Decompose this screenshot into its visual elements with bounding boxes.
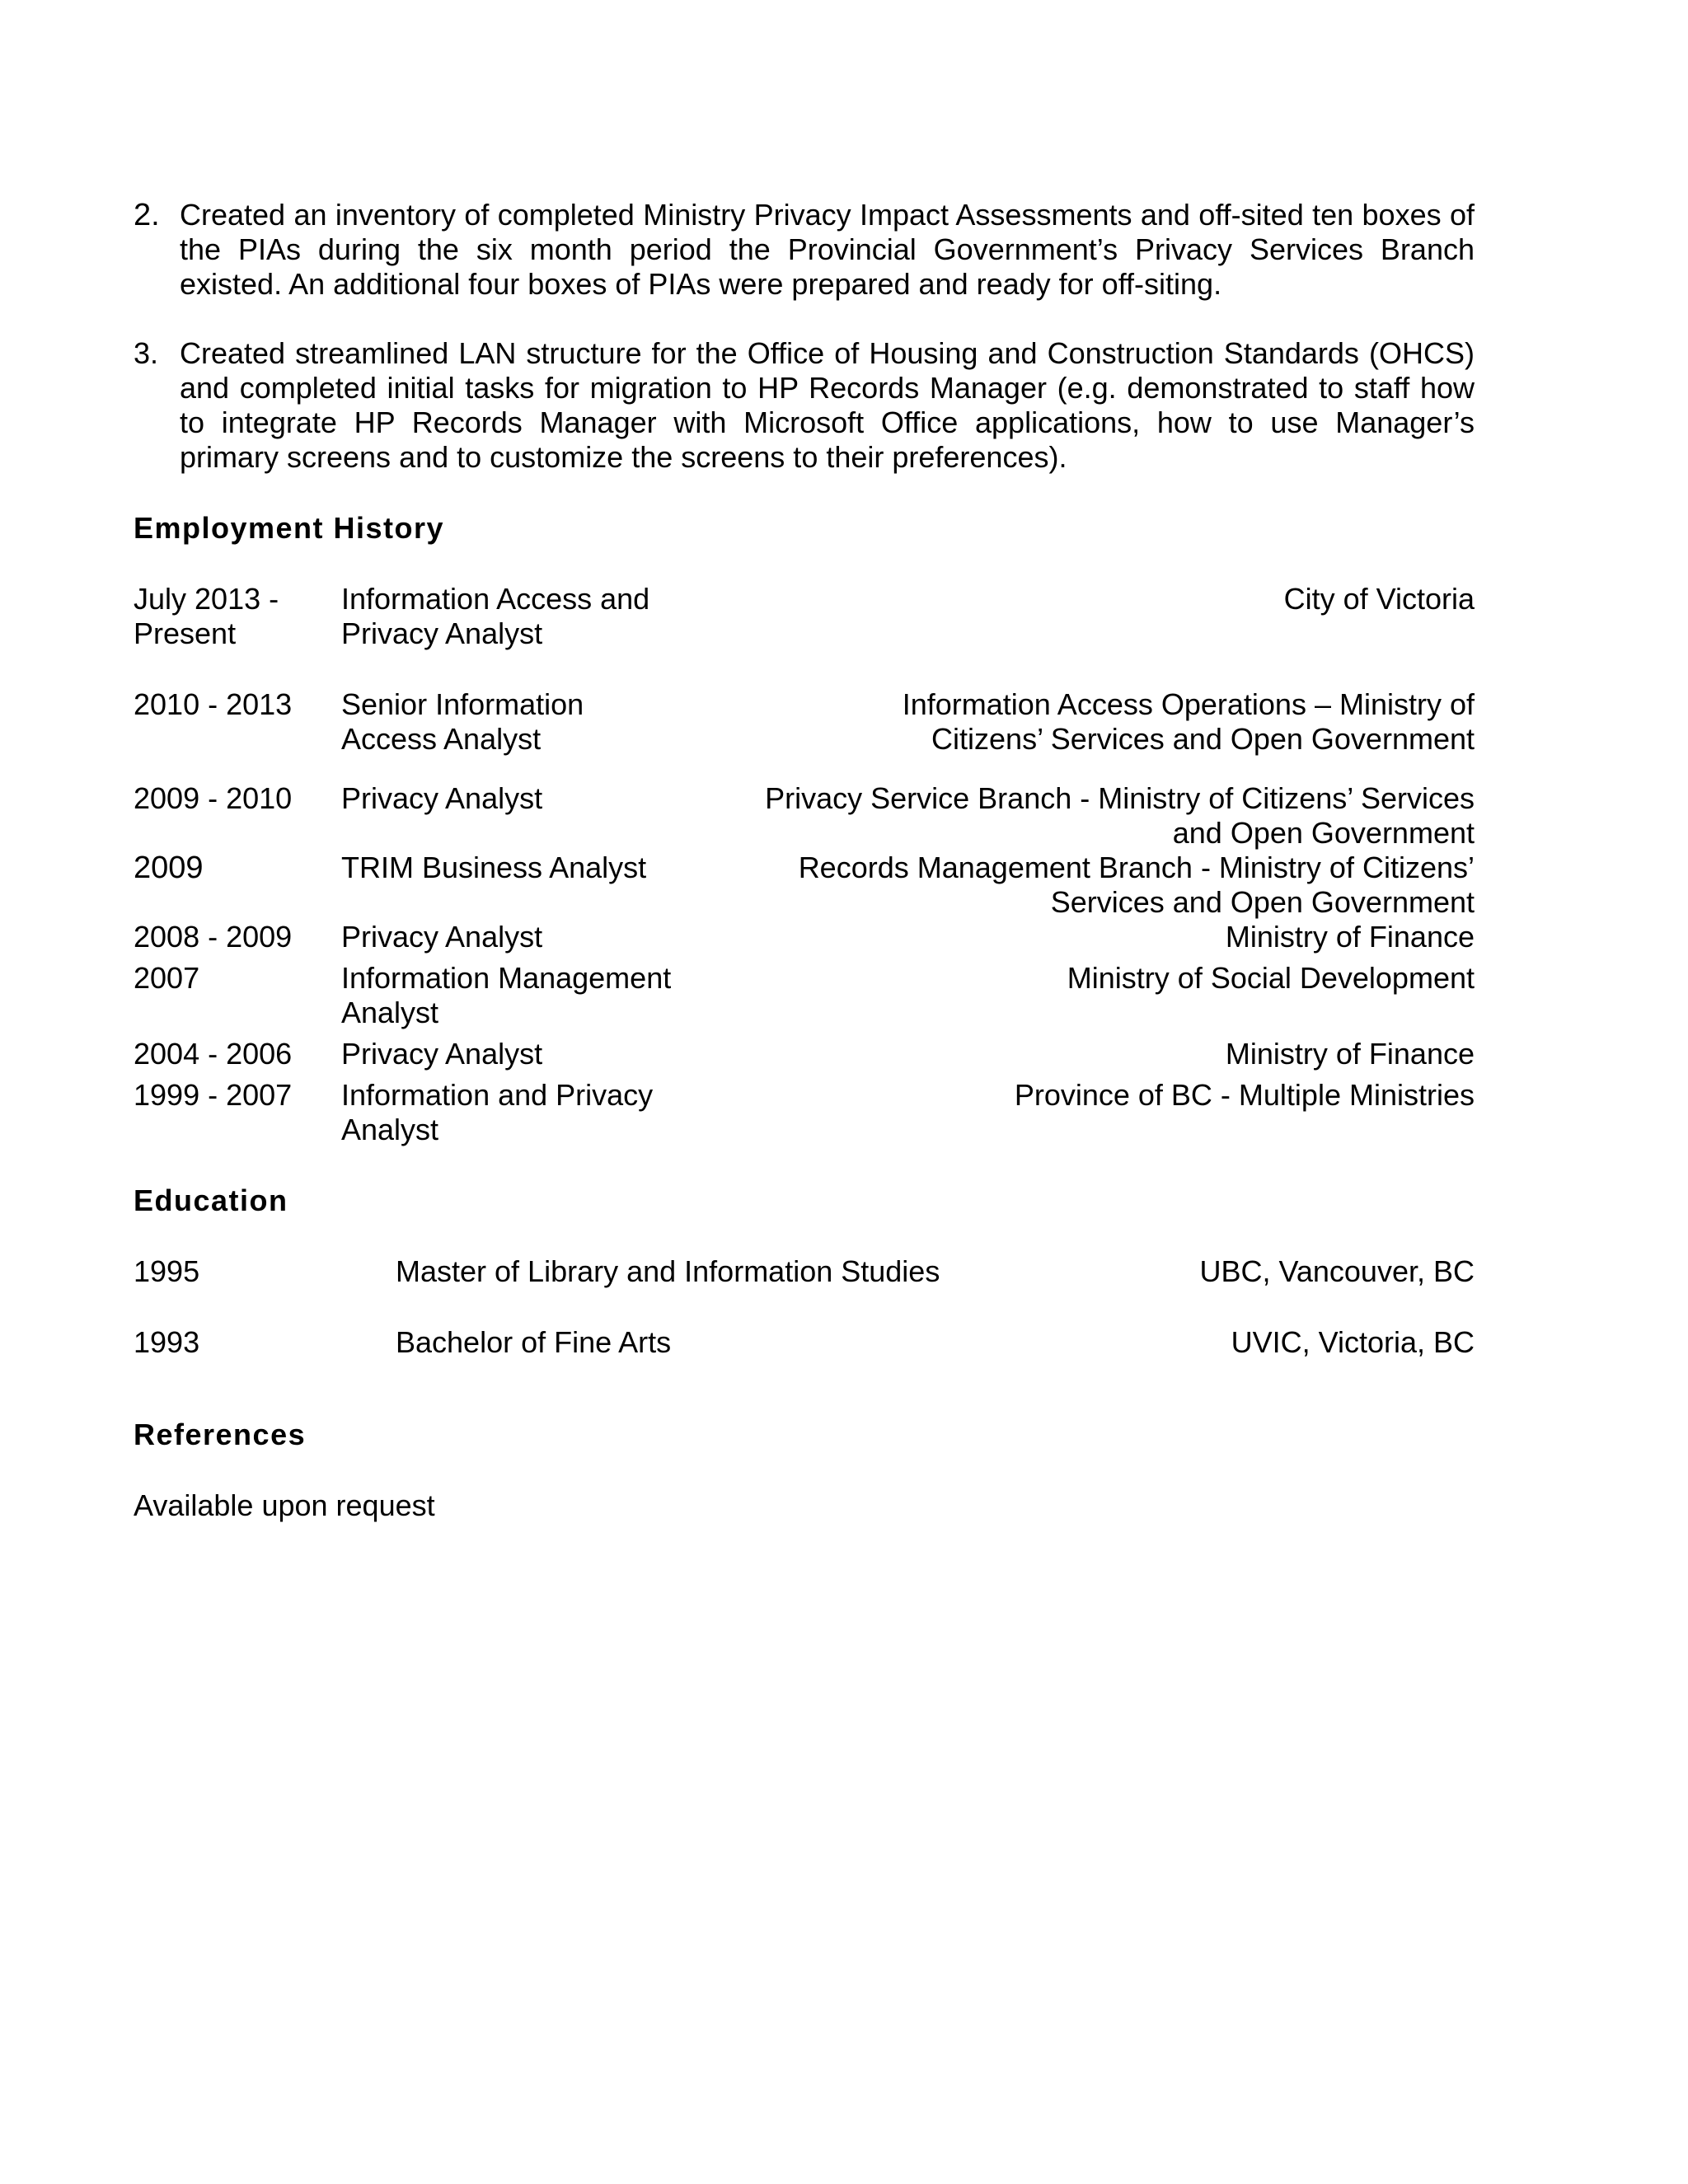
employment-date: 2010 - 2013 [134,687,293,721]
employment-row [134,920,1475,954]
employment-row [134,1037,1475,1071]
item-text: Created an inventory of completed Ministry Privacy Impact Assessments and off-sited ten boxes of the PIAs during the six month period the Provincial Government’s Privacy Services Branch existed. An additional four boxes of PIAs were prepared and ready for off-siting. [180,198,1475,301]
employment-title: Information Management Analyst [341,961,672,1029]
employment-date: 1999 - 2007 [134,1078,293,1112]
employment-date: July 2013 - Present [134,582,279,650]
item-text: Created streamlined LAN structure for the Office of Housing and Construction Standards (OHCS) and completed initial tasks for migration to HP Records Manager (e.g. demonstrated to staff how to integrate HP Records Manager with Microsoft Office applications, how to use Manager’s primary screens and to customize the screens to their preferences). [180,336,1475,474]
employment-title: Privacy Analyst [341,781,543,815]
education-degree: Bachelor of Fine Arts [396,1325,672,1359]
employment-row [134,851,1475,920]
employment-date: 2009 [134,851,204,885]
employment-title: Privacy Analyst [341,1037,543,1071]
employment-org: Ministry of Finance [1225,920,1475,954]
education-row [134,1254,1475,1289]
employment-row [134,781,1475,851]
employment-list [134,582,1475,1147]
employment-date: 2009 - 2010 [134,781,293,815]
employment-row [134,582,1475,651]
accomplishment-item [134,198,1475,302]
employment-date: 2008 - 2009 [134,920,293,954]
employment-org: Privacy Service Branch - Ministry of Citizens’ Services and Open Government [765,781,1475,850]
education-year: 1993 [134,1325,200,1359]
employment-org: Records Management Branch - Ministry of Citizens’ Services and Open Government [798,851,1475,919]
education-year: 1995 [134,1254,200,1288]
education-list [134,1254,1475,1360]
employment-date: 2007 [134,961,200,995]
employment-title: Privacy Analyst [341,920,543,954]
employment-heading: Employment History [134,511,445,545]
references-text: Available upon request [134,1488,435,1522]
employment-org: Ministry of Finance [1225,1037,1475,1071]
employment-org: Ministry of Social Development [1067,961,1475,995]
employment-date: 2004 - 2006 [134,1037,293,1071]
education-heading: Education [134,1183,288,1217]
employment-row [134,1078,1475,1147]
resume-page [134,198,1475,1523]
employment-row [134,687,1475,757]
item-number: 3. [134,336,159,370]
employment-org: Province of BC - Multiple Ministries [1014,1078,1475,1112]
references-heading: References [134,1418,307,1451]
item-number: 2. [134,198,160,232]
education-school: UBC, Vancouver, BC [1199,1254,1475,1288]
employment-title: TRIM Business Analyst [341,851,647,884]
education-row [134,1325,1475,1360]
education-school: UVIC, Victoria, BC [1231,1325,1475,1359]
employment-org: City of Victoria [1283,582,1475,616]
employment-title: Information and Privacy Analyst [341,1078,654,1146]
accomplishment-item [134,336,1475,475]
education-degree: Master of Library and Information Studies [396,1254,940,1288]
employment-title: Information Access and Privacy Analyst [341,582,650,650]
employment-title: Senior Information Access Analyst [341,687,584,756]
employment-row [134,961,1475,1030]
employment-org: Information Access Operations – Ministry of Citizens’ Services and Open Government [902,687,1475,756]
